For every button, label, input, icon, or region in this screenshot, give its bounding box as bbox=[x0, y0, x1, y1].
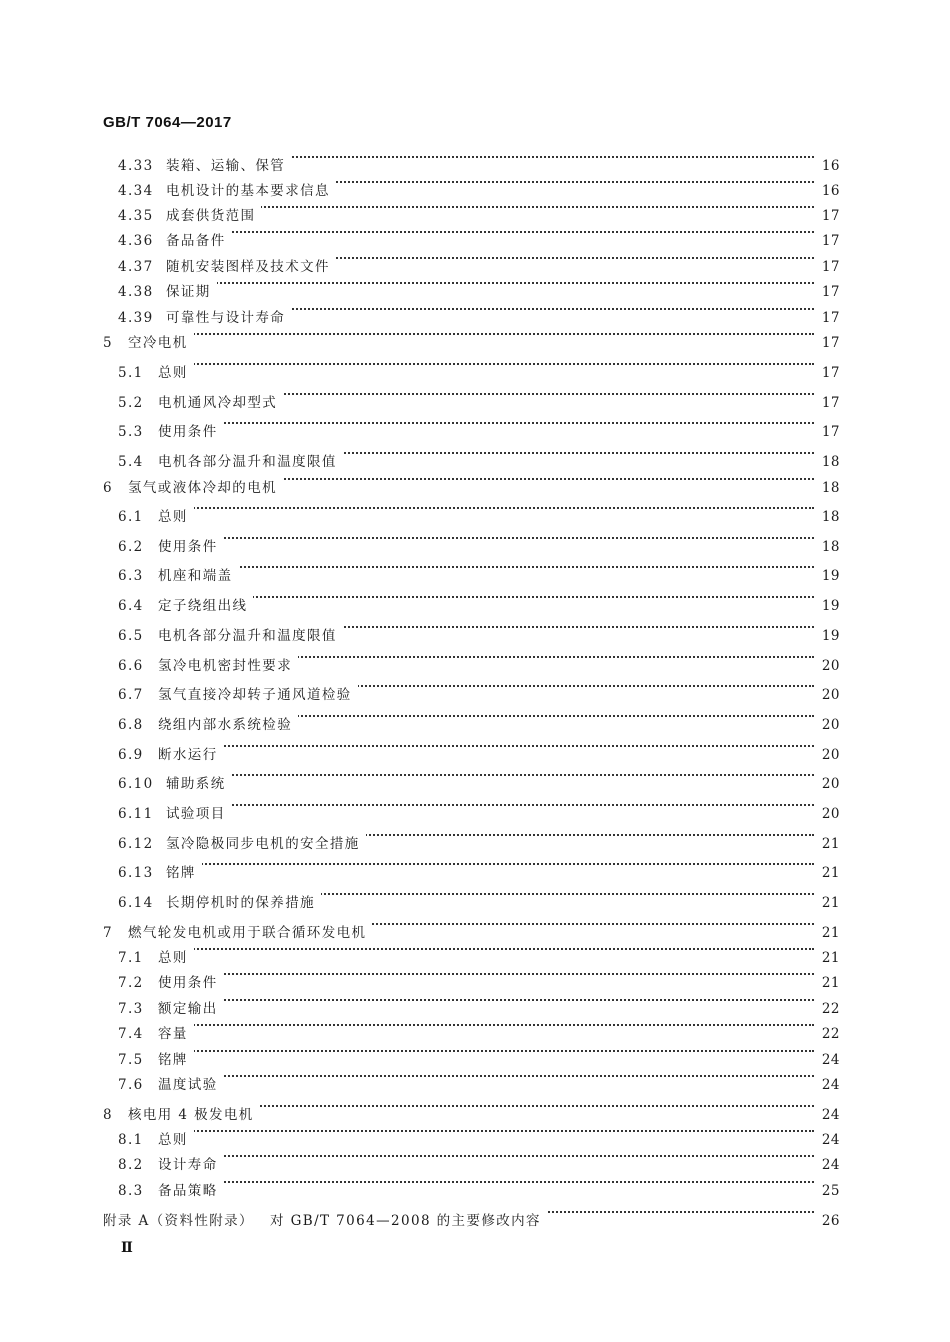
toc-entry-number: 7.5 bbox=[118, 1052, 144, 1068]
toc-entry-leader bbox=[220, 973, 814, 975]
toc-entry-title: 随机安装图样及技术文件 bbox=[166, 257, 336, 277]
toc-entry-page: 17 bbox=[821, 335, 840, 351]
toc-entry-number: 7.1 bbox=[118, 950, 144, 966]
toc-entry-page: 21 bbox=[821, 895, 840, 911]
toc-entry-number: 7 bbox=[103, 925, 113, 941]
toc-entry-title: 机座和端盖 bbox=[158, 566, 239, 586]
toc-entry-title: 额定输出 bbox=[158, 999, 224, 1019]
toc-entry[interactable] bbox=[0, 1105, 950, 1125]
toc-entry-page: 17 bbox=[821, 233, 840, 249]
toc-entry-number: 5.1 bbox=[118, 365, 144, 381]
toc-entry-page: 17 bbox=[821, 259, 840, 275]
toc-entry-leader bbox=[249, 596, 814, 598]
toc-entry[interactable] bbox=[0, 804, 950, 824]
toc-entry-title: 装箱、运输、保管 bbox=[166, 156, 291, 176]
toc-entry-number: 6.7 bbox=[118, 687, 144, 703]
toc-entry[interactable] bbox=[0, 596, 950, 616]
toc-entry[interactable] bbox=[0, 973, 950, 993]
toc-entry-number: 4.37 bbox=[118, 259, 154, 275]
toc-entry-leader bbox=[543, 1211, 814, 1213]
toc-entry-title: 温度试验 bbox=[158, 1075, 224, 1095]
toc-entry-leader bbox=[190, 507, 814, 509]
toc-entry-title: 铭牌 bbox=[158, 1050, 194, 1070]
toc-entry-page: 24 bbox=[821, 1077, 840, 1093]
toc-entry-leader bbox=[294, 656, 814, 658]
toc-entry[interactable] bbox=[0, 745, 950, 765]
toc-entry-page: 22 bbox=[821, 1001, 840, 1017]
toc-entry-title: 铭牌 bbox=[166, 863, 202, 883]
toc-entry-number: 6.1 bbox=[118, 509, 144, 525]
toc-entry-annex[interactable] bbox=[0, 1211, 950, 1231]
page-numeral-footer: Ⅱ bbox=[121, 1240, 132, 1256]
toc-entry-leader bbox=[228, 231, 814, 233]
toc-entry-number: 8.3 bbox=[118, 1183, 144, 1199]
toc-entry-title: 成套供货范围 bbox=[166, 206, 261, 226]
toc-entry-leader bbox=[220, 745, 814, 747]
toc-entry-number: 5.4 bbox=[118, 454, 144, 470]
toc-entry-leader bbox=[294, 715, 814, 717]
toc-entry-number: 4.33 bbox=[118, 158, 154, 174]
toc-entry-number: 附录 A（资料性附录） bbox=[103, 1213, 254, 1229]
toc-entry[interactable] bbox=[0, 537, 950, 557]
toc-entry-leader bbox=[220, 537, 814, 539]
toc-entry[interactable] bbox=[0, 452, 950, 472]
toc-entry[interactable] bbox=[0, 478, 950, 498]
toc-entry-page: 21 bbox=[821, 836, 840, 852]
toc-entry-page: 16 bbox=[821, 158, 840, 174]
toc-entry-number: 5.2 bbox=[118, 395, 144, 411]
toc-entry-number: 6.5 bbox=[118, 628, 144, 644]
toc-entry[interactable] bbox=[0, 1181, 950, 1201]
toc-entry-leader bbox=[190, 333, 814, 335]
toc-entry-title: 电机各部分温升和温度限值 bbox=[158, 452, 343, 472]
toc-entry-page: 17 bbox=[821, 395, 840, 411]
toc-entry-leader bbox=[339, 452, 814, 454]
toc-entry[interactable] bbox=[0, 999, 950, 1019]
toc-entry-number: 7.4 bbox=[118, 1026, 144, 1042]
toc-entry-title: 总则 bbox=[158, 507, 194, 527]
toc-entry[interactable] bbox=[0, 1155, 950, 1175]
toc-entry-number: 6.10 bbox=[118, 776, 154, 792]
toc-entry-title: 氢冷电机密封性要求 bbox=[158, 656, 298, 676]
toc-entry-leader bbox=[339, 626, 814, 628]
toc-entry-number: 7.3 bbox=[118, 1001, 144, 1017]
toc-entry-title: 总则 bbox=[158, 363, 194, 383]
toc-entry-page: 19 bbox=[821, 598, 840, 614]
toc-entry[interactable] bbox=[0, 626, 950, 646]
toc-entry[interactable] bbox=[0, 863, 950, 883]
toc-entry-number: 6.14 bbox=[118, 895, 154, 911]
toc-entry-page: 21 bbox=[821, 865, 840, 881]
toc-entry-number: 5 bbox=[103, 335, 113, 351]
toc-entry-title: 长期停机时的保养措施 bbox=[166, 893, 321, 913]
toc-entry-leader bbox=[190, 1130, 814, 1132]
toc-entry[interactable] bbox=[0, 181, 950, 201]
toc-entry-leader bbox=[190, 948, 814, 950]
toc-entry-page: 22 bbox=[821, 1026, 840, 1042]
toc-entry-leader bbox=[368, 923, 814, 925]
toc-entry[interactable] bbox=[0, 685, 950, 705]
toc-entry[interactable] bbox=[0, 156, 950, 176]
toc-entry-page: 20 bbox=[821, 717, 840, 733]
toc-entry-number: 4.39 bbox=[118, 310, 154, 326]
toc-entry-number: 4.38 bbox=[118, 284, 154, 300]
toc-entry-number: 4.34 bbox=[118, 183, 154, 199]
toc-entry-number: 8.1 bbox=[118, 1132, 144, 1148]
toc-entry[interactable] bbox=[0, 715, 950, 735]
toc-entry-page: 19 bbox=[821, 628, 840, 644]
toc-entry-page: 18 bbox=[821, 480, 840, 496]
toc-entry-leader bbox=[354, 685, 814, 687]
toc-entry-title: 试验项目 bbox=[166, 804, 232, 824]
toc-entry-title: 电机各部分温升和温度限值 bbox=[158, 626, 343, 646]
toc-entry-title: 电机通风冷却型式 bbox=[158, 393, 283, 413]
toc-entry-page: 26 bbox=[821, 1213, 840, 1229]
toc-entry-number: 6.9 bbox=[118, 747, 144, 763]
toc-entry-title: 定子绕组出线 bbox=[158, 596, 253, 616]
toc-entry-leader bbox=[220, 1075, 814, 1077]
toc-entry-title: 使用条件 bbox=[158, 537, 224, 557]
toc-entry-leader bbox=[332, 181, 814, 183]
toc-entry[interactable] bbox=[0, 893, 950, 913]
toc-entry-title: 保证期 bbox=[166, 282, 217, 302]
toc-entry-leader bbox=[279, 478, 814, 480]
toc-entry-number: 6.3 bbox=[118, 568, 144, 584]
toc-entry[interactable] bbox=[0, 923, 950, 943]
toc-entry-leader bbox=[190, 1024, 814, 1026]
toc-entry-number: 6.11 bbox=[118, 806, 154, 822]
toc-entry[interactable] bbox=[0, 1024, 950, 1044]
toc-entry-leader bbox=[220, 1155, 814, 1157]
toc-entry-title: 使用条件 bbox=[158, 422, 224, 442]
toc-entry[interactable] bbox=[0, 231, 950, 251]
toc-entry[interactable] bbox=[0, 948, 950, 968]
toc-entry[interactable] bbox=[0, 257, 950, 277]
toc-entry-number: 5.3 bbox=[118, 424, 144, 440]
toc-entry-leader bbox=[228, 774, 814, 776]
toc-entry-page: 20 bbox=[821, 776, 840, 792]
toc-entry-page: 20 bbox=[821, 658, 840, 674]
toc-entry[interactable] bbox=[0, 834, 950, 854]
toc-entry-title: 空冷电机 bbox=[128, 333, 194, 353]
toc-entry[interactable] bbox=[0, 507, 950, 527]
toc-entry-title: 氢冷隐极同步电机的安全措施 bbox=[166, 834, 366, 854]
toc-entry-leader bbox=[220, 999, 814, 1001]
toc-entry-leader bbox=[256, 1105, 814, 1107]
toc-entry-page: 21 bbox=[821, 925, 840, 941]
toc-entry-leader bbox=[287, 156, 814, 158]
toc-entry-number: 8.2 bbox=[118, 1157, 144, 1173]
toc-entry-number: 8 bbox=[103, 1107, 113, 1123]
toc-entry-title: 辅助系统 bbox=[166, 774, 232, 794]
toc-entry-title: 燃气轮发电机或用于联合循环发电机 bbox=[128, 923, 372, 943]
toc-entry-leader bbox=[332, 257, 814, 259]
toc-entry[interactable] bbox=[0, 566, 950, 586]
toc-entry-page: 18 bbox=[821, 454, 840, 470]
toc-entry-page: 20 bbox=[821, 687, 840, 703]
toc-entry-page: 20 bbox=[821, 806, 840, 822]
toc-entry-leader bbox=[213, 282, 814, 284]
toc-entry-title: 对 GB/T 7064—2008 的主要修改内容 bbox=[270, 1211, 547, 1231]
toc-entry-leader bbox=[220, 1181, 814, 1183]
toc-entry-page: 18 bbox=[821, 539, 840, 555]
toc-entry-page: 21 bbox=[821, 975, 840, 991]
toc-entry[interactable] bbox=[0, 393, 950, 413]
toc-entry-title: 氢气直接冷却转子通风道检验 bbox=[158, 685, 358, 705]
toc-entry-title: 总则 bbox=[158, 1130, 194, 1150]
toc-entry[interactable] bbox=[0, 308, 950, 328]
toc-entry-number: 6.6 bbox=[118, 658, 144, 674]
toc-entry-title: 电机设计的基本要求信息 bbox=[166, 181, 336, 201]
toc-entry-page: 20 bbox=[821, 747, 840, 763]
toc-entry-page: 25 bbox=[821, 1183, 840, 1199]
toc-entry-leader bbox=[228, 804, 814, 806]
toc-entry-leader bbox=[317, 893, 814, 895]
toc-entry-page: 24 bbox=[821, 1157, 840, 1173]
toc-entry-page: 17 bbox=[821, 284, 840, 300]
toc-entry-page: 17 bbox=[821, 208, 840, 224]
toc-entry[interactable] bbox=[0, 774, 950, 794]
toc-entry-page: 19 bbox=[821, 568, 840, 584]
toc-entry-number: 4.36 bbox=[118, 233, 154, 249]
toc-entry-title: 容量 bbox=[158, 1024, 194, 1044]
toc-entry[interactable] bbox=[0, 1075, 950, 1095]
toc-entry-leader bbox=[220, 422, 814, 424]
toc-entry-leader bbox=[235, 566, 814, 568]
toc-entry-title: 备品备件 bbox=[166, 231, 232, 251]
toc-entry[interactable] bbox=[0, 656, 950, 676]
standard-code-header: GB/T 7064—2017 bbox=[103, 114, 232, 131]
toc-entry-title: 设计寿命 bbox=[158, 1155, 224, 1175]
toc-entry-leader bbox=[257, 206, 814, 208]
toc-entry-title: 可靠性与设计寿命 bbox=[166, 308, 291, 328]
toc-entry-page: 21 bbox=[821, 950, 840, 966]
toc-entry-title: 绕组内部水系统检验 bbox=[158, 715, 298, 735]
toc-entry[interactable] bbox=[0, 363, 950, 383]
toc-entry-leader bbox=[190, 363, 814, 365]
toc-entry-page: 24 bbox=[821, 1132, 840, 1148]
toc-entry-number: 7.2 bbox=[118, 975, 144, 991]
toc-entry-page: 17 bbox=[821, 365, 840, 381]
toc-entry-number: 6.12 bbox=[118, 836, 154, 852]
toc-entry-number: 6.2 bbox=[118, 539, 144, 555]
toc-entry-page: 24 bbox=[821, 1052, 840, 1068]
toc-entry[interactable] bbox=[0, 282, 950, 302]
toc-entry-leader bbox=[287, 308, 814, 310]
toc-entry-number: 6 bbox=[103, 480, 113, 496]
toc-entry[interactable] bbox=[0, 333, 950, 353]
toc-entry-number: 7.6 bbox=[118, 1077, 144, 1093]
toc-entry-page: 18 bbox=[821, 509, 840, 525]
toc-entry[interactable] bbox=[0, 1050, 950, 1070]
toc-entry-leader bbox=[362, 834, 814, 836]
toc-entry-number: 6.13 bbox=[118, 865, 154, 881]
toc-entry-title: 核电用 4 极发电机 bbox=[128, 1105, 260, 1125]
toc-entry-title: 断水运行 bbox=[158, 745, 224, 765]
toc-entry-leader bbox=[279, 393, 814, 395]
toc-entry[interactable] bbox=[0, 1130, 950, 1150]
toc-entry-number: 4.35 bbox=[118, 208, 154, 224]
toc-entry-leader bbox=[190, 1050, 814, 1052]
toc-entry[interactable] bbox=[0, 422, 950, 442]
toc-entry-number: 6.4 bbox=[118, 598, 144, 614]
toc-entry-page: 17 bbox=[821, 310, 840, 326]
toc-entry-number: 6.8 bbox=[118, 717, 144, 733]
toc-entry-page: 24 bbox=[821, 1107, 840, 1123]
toc-entry-title: 备品策略 bbox=[158, 1181, 224, 1201]
toc-entry-page: 17 bbox=[821, 424, 840, 440]
toc-entry-title: 使用条件 bbox=[158, 973, 224, 993]
toc-entry-title: 总则 bbox=[158, 948, 194, 968]
toc-entry-title: 氢气或液体冷却的电机 bbox=[128, 478, 283, 498]
toc-entry-leader bbox=[198, 863, 814, 865]
toc-entry-page: 16 bbox=[821, 183, 840, 199]
toc-entry[interactable] bbox=[0, 206, 950, 226]
